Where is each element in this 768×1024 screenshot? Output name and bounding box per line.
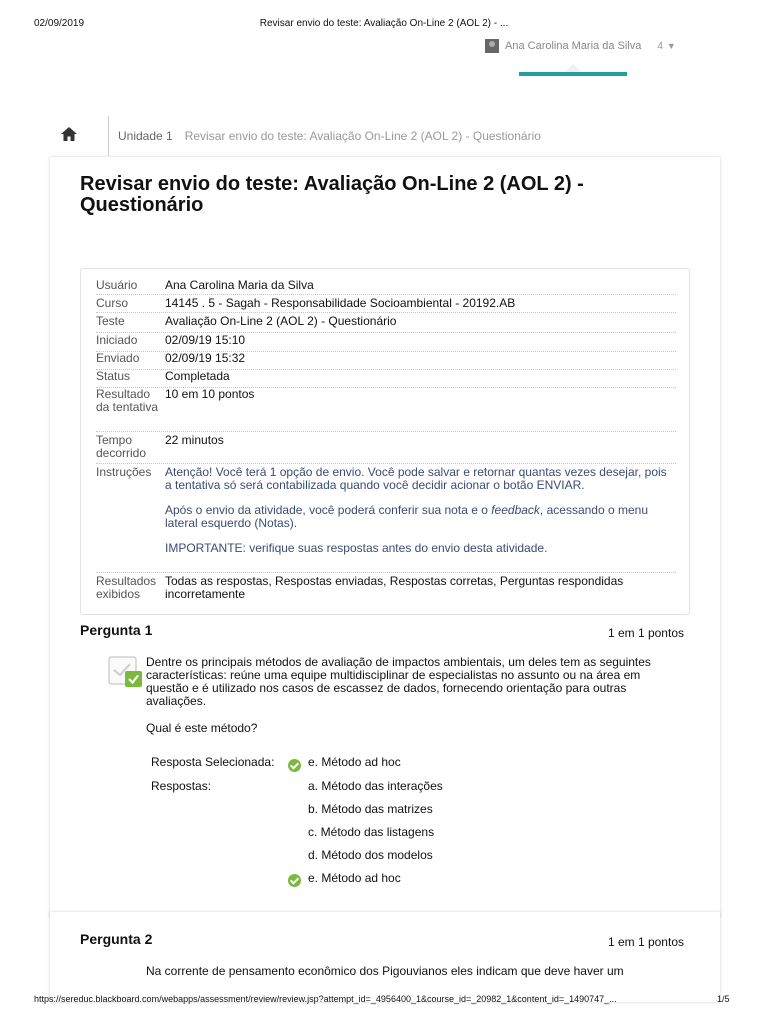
selected-answer: e. Método ad hoc [308, 755, 401, 769]
print-page-title: Revisar envio do teste: Avaliação On-Line 2 (AOL 2) - ... [259, 18, 509, 29]
info-value: 10 em 10 pontos [165, 387, 255, 401]
info-row-usuario [96, 279, 676, 295]
info-value: Todas as respostas, Respostas enviadas, Respostas corretas, Perguntas respondidas incorretamente [165, 574, 624, 601]
breadcrumb-item-current: Revisar envio do teste: Avaliação On-Line 2 (AOL 2) - Questionário [184, 129, 541, 143]
print-header [0, 18, 768, 32]
notification-badge[interactable]: 4 [657, 40, 663, 52]
print-page-number: 1/5 [717, 994, 730, 1004]
info-row-instrucoes [96, 466, 676, 573]
info-label: Teste [96, 314, 125, 328]
info-row-resultados [96, 575, 676, 605]
info-label: Status [96, 369, 131, 383]
user-menu[interactable] [485, 38, 676, 54]
correct-answer-icon [108, 656, 143, 688]
answer-option: a. Método das interações [308, 779, 443, 793]
question-2-text: Na corrente de pensamento econômico dos Pigouvianos eles indicam que deve haver um [146, 964, 624, 978]
info-row-enviado [96, 352, 676, 370]
breadcrumb-divider [108, 116, 109, 156]
info-value: 02/09/19 15:32 [165, 351, 246, 365]
info-value: 14145 . 5 - Sagah - Responsabilidade Socioambiental - 20192.AB [165, 296, 516, 310]
breadcrumb-item-unidade[interactable]: Unidade 1 [118, 129, 173, 143]
info-value: Avaliação On-Line 2 (AOL 2) - Questionário [165, 314, 397, 328]
info-label: Resultado da tentativa [96, 387, 159, 414]
menu-accent-bar [519, 72, 627, 76]
selected-answer-label: Resposta Selecionada: [151, 755, 275, 769]
user-name[interactable]: Ana Carolina Maria da Silva [505, 40, 642, 52]
info-label: Curso [96, 296, 129, 310]
info-row-status [96, 370, 676, 388]
info-value: Ana Carolina Maria da Silva [165, 278, 314, 292]
info-row-tempo [96, 434, 676, 464]
info-value: Completada [165, 369, 230, 383]
answer-option: d. Método dos modelos [308, 848, 433, 862]
chevron-down-icon[interactable]: ▼ [666, 41, 676, 51]
info-label: Enviado [96, 351, 140, 365]
question-1-prompt: Qual é este método? [146, 721, 258, 735]
question-1-points: 1 em 1 pontos [607, 626, 684, 640]
info-label: Iniciado [96, 333, 138, 347]
attempt-info-table [80, 268, 690, 615]
question-1-title: Pergunta 1 [80, 622, 153, 638]
question-1-text: Dentre os principais métodos de avaliação de impactos ambientais, um deles tem as seguintes características: reúne uma equipe multidisciplinar de especialistas no assunto ou na área em questão e é utilizado nos casos de escassez de dados, fornecendo orientação para outras avaliações. [146, 655, 651, 708]
instruction-paragraph: Após o envio da atividade, você poderá conferir sua nota e o feedback, acessando o menu lateral esquerdo (Notas). [165, 503, 648, 530]
instruction-paragraph: Atenção! Você terá 1 opção de envio. Você pode salvar e retornar quantas vezes desejar, pois a tentativa só será contabilizada quando você decidir acionar o botão ENVIAR. [165, 465, 667, 492]
question-card-2 [50, 912, 720, 1002]
info-row-iniciado [96, 334, 676, 352]
avatar [485, 39, 499, 53]
check-icon [288, 759, 301, 772]
answers-label: Respostas: [151, 779, 212, 793]
info-label: Tempo decorrido [96, 433, 147, 460]
info-label: Resultados exibidos [96, 574, 157, 601]
info-label: Instruções [96, 465, 152, 479]
instructions-text [165, 466, 675, 555]
instruction-important: IMPORTANTE: verifique suas respostas antes do envio desta atividade. [165, 541, 548, 555]
menu-notch [565, 64, 581, 72]
home-icon[interactable] [61, 127, 77, 141]
question-2-points: 1 em 1 pontos [607, 935, 684, 949]
answer-option-correct: e. Método ad hoc [308, 871, 401, 885]
info-row-teste [96, 315, 676, 333]
info-value: 22 minutos [165, 433, 224, 447]
print-date: 02/09/2019 [34, 18, 85, 29]
info-value: 02/09/19 15:10 [165, 333, 246, 347]
answer-option: c. Método das listagens [308, 825, 435, 839]
info-label: Usuário [96, 278, 138, 292]
answer-option: b. Método das matrizes [308, 802, 433, 816]
info-row-curso [96, 297, 676, 313]
page-title: Revisar envio do teste: Avaliação On-Line 2 (AOL 2) - Questionário [80, 173, 584, 216]
question-2-title: Pergunta 2 [80, 931, 153, 947]
breadcrumb [50, 116, 720, 156]
check-icon [288, 874, 301, 887]
info-row-resultado [96, 388, 676, 432]
print-url: https://sereduc.blackboard.com/webapps/assessment/review/review.jsp?attempt_id=_4956400_1&course_id=_20982_1&content_id=_1490747_... [34, 994, 617, 1004]
